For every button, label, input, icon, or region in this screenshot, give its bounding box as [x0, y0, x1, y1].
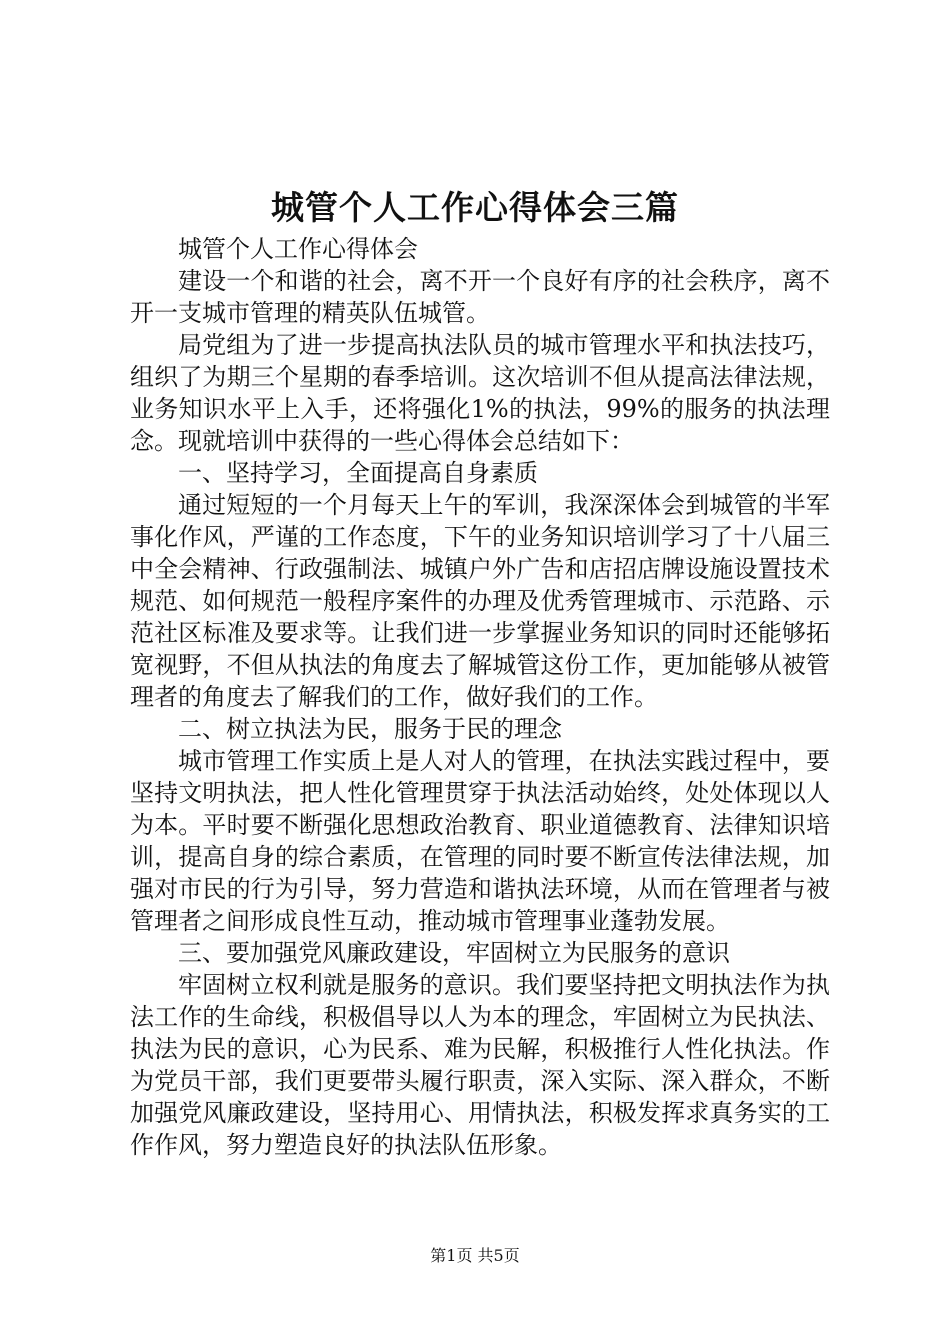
paragraph-section-1: 通过短短的一个月每天上午的军训，我深深体会到城管的半军事化作风，严谨的工作态度，下午的业务知识培训学习了十八届三中全会精神、行政强制法、城镇户外广告和店招店牌设施设置技术规范、如何规范一般程序案件的办理及优秀管理城市、示范路、示范社区标准及要求等。让我们进一步掌握业务知识的同时还能够拓宽视野，不但从执法的角度去了解城管这份工作，更加能够从被管理者的角度去了解我们的工作，做好我们的工作。: [130, 491, 830, 711]
section-heading-2: 二、树立执法为民，服务于民的理念: [178, 715, 562, 743]
page-number: 第1页 共5页: [430, 1246, 520, 1265]
paragraph-training: 局党组为了进一步提高执法队员的城市管理水平和执法技巧，组织了为期三个星期的春季培训。这次培训不但从提高法律法规，业务知识水平上入手，还将强化1%的执法，99%的服务的执法理念。现就培训中获得的一些心得体会总结如下：: [130, 331, 830, 455]
paragraph-intro: 建设一个和谐的社会，离不开一个良好有序的社会秩序，离不开一支城市管理的精英队伍城管。: [130, 267, 830, 327]
section-heading-3: 三、要加强党风廉政建设，牢固树立为民服务的意识: [178, 939, 730, 967]
paragraph-section-3: 牢固树立权利就是服务的意识。我们要坚持把文明执法作为执法工作的生命线，积极倡导以人为本的理念，牢固树立为民执法、执法为民的意识，心为民系、难为民解，积极推行人性化执法。作为党员干部，我们更要带头履行职责，深入实际、深入群众，不断加强党风廉政建设，坚持用心、用情执法，积极发挥求真务实的工作作风，努力塑造良好的执法队伍形象。: [130, 971, 830, 1159]
document-body: [130, 233, 830, 1161]
document-title: 城管个人工作心得体会三篇: [271, 188, 679, 227]
section-heading-1: 一、坚持学习，全面提高自身素质: [178, 459, 538, 487]
paragraph-subtitle: 城管个人工作心得体会: [178, 235, 418, 263]
paragraph-section-2: 城市管理工作实质上是人对人的管理，在执法实践过程中，要坚持文明执法，把人性化管理贯穿于执法活动始终，处处体现以人为本。平时要不断强化思想政治教育、职业道德教育、法律知识培训，提高自身的综合素质，在管理的同时要不断宣传法律法规，加强对市民的行为引导，努力营造和谐执法环境，从而在管理者与被管理者之间形成良性互动，推动城市管理事业蓬勃发展。: [130, 747, 830, 935]
